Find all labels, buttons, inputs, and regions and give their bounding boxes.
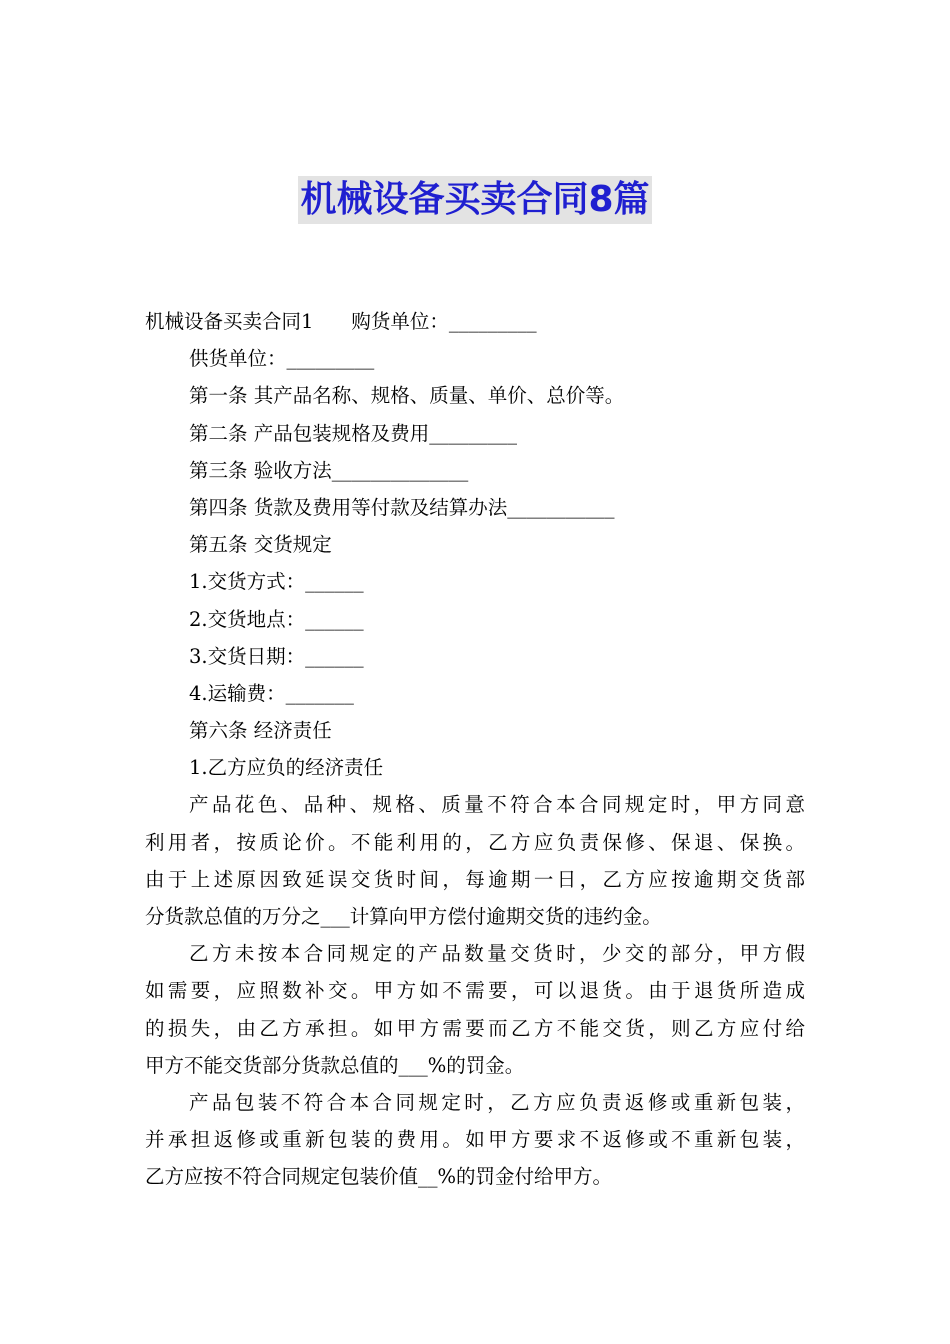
article-2: 第二条 产品包装规格及费用_________ bbox=[189, 421, 517, 445]
paragraph-line: 如需要，应照数补交。甲方如不需要，可以退货。由于退货所造成 bbox=[145, 979, 805, 1003]
paragraph-line: 甲方不能交货部分货款总值的___%的罚金。 bbox=[145, 1053, 525, 1077]
paragraph-quality bbox=[145, 786, 805, 935]
buyer-field: 购货单位：_________ bbox=[351, 310, 537, 333]
party-b-liability-heading: 1.乙方应负的经济责任 bbox=[189, 756, 384, 780]
paragraph-line: 利用者，按质论价。不能利用的，乙方应负责保修、保退、保换。 bbox=[145, 830, 805, 854]
paragraph-line: 产品包装不符合本合同规定时，乙方应负责返修或重新包装， bbox=[189, 1091, 805, 1115]
paragraph-packaging bbox=[145, 1084, 805, 1196]
delivery-method: 1.交货方式：______ bbox=[189, 570, 364, 594]
article-6: 第六条 经济责任 bbox=[189, 719, 332, 743]
delivery-location: 2.交货地点：______ bbox=[189, 607, 364, 631]
supplier-field: 供货单位：_________ bbox=[189, 347, 375, 371]
paragraph-line: 产品花色、品种、规格、质量不符合本合同规定时，甲方同意 bbox=[189, 793, 805, 817]
contract-number-label: 机械设备买卖合同1 bbox=[145, 310, 314, 333]
paragraph-line: 的损失，由乙方承担。如甲方需要而乙方不能交货，则乙方应付给 bbox=[145, 1016, 805, 1040]
article-5: 第五条 交货规定 bbox=[189, 533, 332, 557]
delivery-date: 3.交货日期：______ bbox=[189, 644, 364, 668]
paragraph-line: 分货款总值的万分之___计算向甲方偿付逾期交货的违约金。 bbox=[145, 905, 662, 929]
article-4: 第四条 货款及费用等付款及结算办法___________ bbox=[189, 495, 615, 519]
paragraph-line: 由于上述原因致延误交货时间，每逾期一日，乙方应按逾期交货部 bbox=[145, 867, 805, 891]
document-body bbox=[145, 303, 805, 1196]
title-container bbox=[0, 176, 950, 224]
transport-fee: 4.运输费：_______ bbox=[189, 681, 354, 705]
paragraph-line: 乙方未按本合同规定的产品数量交货时，少交的部分，甲方假 bbox=[189, 942, 805, 966]
article-3: 第三条 验收方法______________ bbox=[189, 458, 469, 482]
document-title: 机械设备买卖合同8篇 bbox=[298, 176, 651, 224]
contract-heading-line bbox=[145, 303, 805, 340]
paragraph-line: 乙方应按不符合同规定包装价值__%的罚金付给甲方。 bbox=[145, 1165, 613, 1189]
paragraph-line: 并承担返修或重新包装的费用。如甲方要求不返修或不重新包装， bbox=[145, 1128, 805, 1152]
article-1: 第一条 其产品名称、规格、质量、单价、总价等。 bbox=[189, 384, 625, 408]
paragraph-quantity bbox=[145, 935, 805, 1084]
